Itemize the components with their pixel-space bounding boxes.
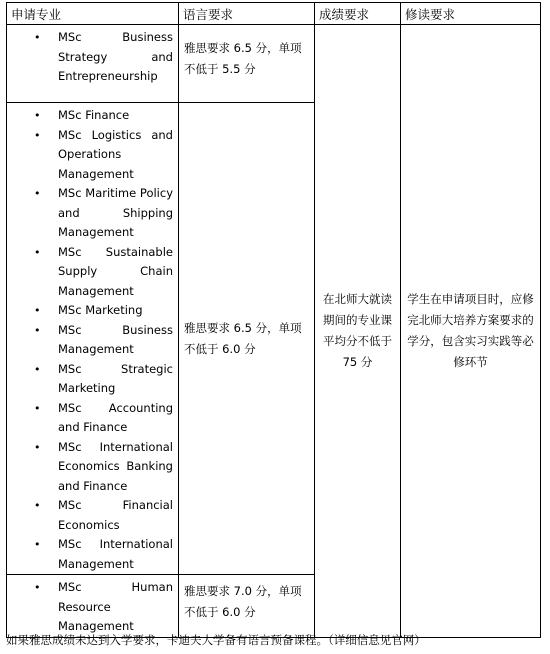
majors-cell bbox=[7, 103, 179, 575]
language-cell bbox=[179, 575, 315, 638]
bullet-icon: • bbox=[34, 499, 41, 512]
major-item: • MSc Maritime Policy and Shipping Management bbox=[34, 186, 173, 239]
footnote: 如果雅思成绩未达到入学要求，卡迪夫大学备有语言预备课程。（详细信息见官网） bbox=[6, 633, 426, 647]
header-study: 修读要求 bbox=[401, 3, 541, 25]
language-requirement: 雅思要求 6.5 分，单项不低于 5.5 分 bbox=[184, 41, 302, 76]
bullet-icon: • bbox=[34, 187, 41, 200]
grade-requirement: 在北师大就读期间的专业课平均分不低于 75 分 bbox=[323, 291, 392, 369]
language-cell bbox=[179, 103, 315, 575]
bullet-icon: • bbox=[34, 440, 41, 454]
bullet-icon: • bbox=[34, 323, 41, 337]
bullet-icon: • bbox=[34, 581, 41, 594]
bullet-icon: • bbox=[34, 304, 41, 317]
majors-list bbox=[7, 103, 178, 574]
bullet-icon: • bbox=[34, 109, 41, 122]
major-item: • MSc Financial Economics bbox=[34, 498, 173, 532]
grade-cell bbox=[315, 25, 401, 638]
study-requirement: 学生在申请项目时，应修完北师大培养方案要求的学分，包含实习实践等必修环节 bbox=[407, 291, 534, 369]
bullet-icon: • bbox=[34, 401, 41, 415]
major-item: • MSc Logistics and Operations Management bbox=[34, 127, 173, 181]
majors-list bbox=[7, 575, 178, 637]
majors-cell bbox=[7, 575, 179, 638]
major-item: • MSc Finance bbox=[7, 106, 178, 126]
header-row bbox=[7, 3, 541, 25]
bullet-icon: • bbox=[34, 31, 41, 44]
language-requirement: 雅思要求 7.0 分，单项不低于 6.0 分 bbox=[184, 584, 302, 619]
header-major: 申请专业 bbox=[7, 3, 179, 25]
group-row-1 bbox=[7, 25, 541, 103]
major-item: • MSc Business Management bbox=[34, 322, 173, 356]
majors-list bbox=[7, 25, 178, 87]
bullet-icon: • bbox=[34, 128, 41, 142]
major-item: • MSc International Economics Banking and Finance bbox=[34, 439, 173, 493]
bullet-icon: • bbox=[34, 538, 41, 551]
study-cell bbox=[401, 25, 541, 638]
requirements-table bbox=[6, 2, 541, 638]
major-item: • MSc International Management bbox=[34, 537, 173, 571]
major-item: • MSc Marketing bbox=[7, 301, 178, 321]
majors-cell bbox=[7, 25, 179, 103]
major-item: • MSc Strategic Marketing bbox=[34, 361, 173, 395]
header-grades: 成绩要求 bbox=[315, 3, 401, 25]
major-item: • MSc Human Resource Management bbox=[34, 580, 173, 633]
bullet-icon: • bbox=[34, 245, 41, 259]
language-cell bbox=[179, 25, 315, 103]
major-item: • MSc Accounting and Finance bbox=[34, 400, 173, 434]
bullet-icon: • bbox=[34, 362, 41, 376]
language-requirement: 雅思要求 6.5 分，单项不低于 6.0 分 bbox=[184, 320, 302, 356]
major-item: • MSc Sustainable Supply Chain Management bbox=[34, 244, 173, 298]
header-language: 语言要求 bbox=[179, 3, 315, 25]
major-item: • MSc Business Strategy and Entrepreneurship bbox=[34, 30, 173, 83]
